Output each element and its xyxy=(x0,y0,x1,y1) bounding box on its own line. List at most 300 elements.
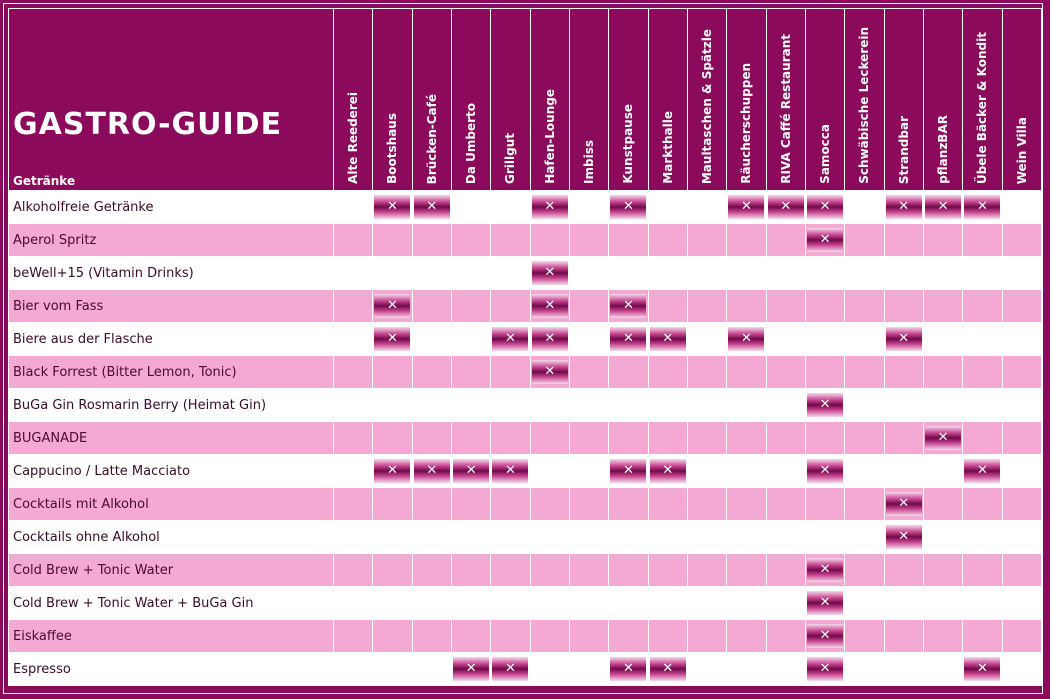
table-cell xyxy=(648,422,687,455)
column-header-label: Kunstpause xyxy=(621,104,636,184)
table-cell xyxy=(766,389,805,422)
table-cell xyxy=(530,587,569,620)
check-mark-icon: ✕ xyxy=(807,459,843,483)
table-cell xyxy=(766,422,805,455)
table-cell xyxy=(845,488,884,521)
table-cell xyxy=(334,653,373,686)
table-cell xyxy=(923,356,962,389)
table-cell xyxy=(609,224,648,257)
table-cell xyxy=(963,488,1002,521)
table-cell xyxy=(727,488,766,521)
row-label: Espresso xyxy=(9,653,334,686)
check-mark-icon: ✕ xyxy=(886,492,922,516)
row-label: Cocktails mit Alkohol xyxy=(9,488,334,521)
check-mark-icon: ✕ xyxy=(374,459,410,483)
table-row xyxy=(9,191,1042,224)
row-label: Black Forrest (Bitter Lemon, Tonic) xyxy=(9,356,334,389)
check-mark-icon: ✕ xyxy=(610,459,646,483)
table-cell xyxy=(530,356,569,389)
table-cell xyxy=(845,653,884,686)
table-cell xyxy=(648,323,687,356)
table-cell xyxy=(963,554,1002,587)
table-cell xyxy=(451,653,490,686)
table-cell xyxy=(530,455,569,488)
table-cell xyxy=(1002,191,1041,224)
table-cell xyxy=(923,224,962,257)
column-header xyxy=(923,9,962,191)
row-label: Cappucino / Latte Macciato xyxy=(9,455,334,488)
table-cell xyxy=(727,257,766,290)
table-cell xyxy=(923,653,962,686)
check-mark-icon: ✕ xyxy=(453,459,489,483)
table-body xyxy=(9,191,1042,686)
check-mark-icon: ✕ xyxy=(807,228,843,252)
table-cell xyxy=(648,455,687,488)
table-cell xyxy=(648,488,687,521)
table-cell xyxy=(687,620,726,653)
table-cell xyxy=(884,290,923,323)
table-cell xyxy=(805,521,844,554)
table-cell xyxy=(569,422,608,455)
table-cell xyxy=(373,488,412,521)
table-cell xyxy=(727,290,766,323)
table-cell xyxy=(530,422,569,455)
column-header xyxy=(334,9,373,191)
table-cell xyxy=(373,191,412,224)
check-mark-icon: ✕ xyxy=(964,459,1000,483)
table-cell xyxy=(766,191,805,224)
table-cell xyxy=(648,224,687,257)
table-cell xyxy=(845,587,884,620)
table-cell xyxy=(1002,290,1041,323)
check-mark-icon: ✕ xyxy=(610,294,646,318)
table-cell xyxy=(491,455,530,488)
table-cell xyxy=(373,587,412,620)
table-cell xyxy=(491,191,530,224)
column-header xyxy=(491,9,530,191)
table-cell xyxy=(923,488,962,521)
table-cell xyxy=(805,191,844,224)
table-cell xyxy=(609,191,648,224)
table-row xyxy=(9,422,1042,455)
column-header xyxy=(609,9,648,191)
table-cell xyxy=(1002,455,1041,488)
table-cell xyxy=(609,620,648,653)
table-cell xyxy=(569,224,608,257)
table-cell xyxy=(963,290,1002,323)
column-header xyxy=(648,9,687,191)
check-mark-icon: ✕ xyxy=(532,195,568,219)
table-cell xyxy=(569,620,608,653)
table-cell xyxy=(530,290,569,323)
table-cell xyxy=(1002,389,1041,422)
check-mark-icon: ✕ xyxy=(925,426,961,450)
table-cell xyxy=(845,323,884,356)
check-mark-icon: ✕ xyxy=(925,195,961,219)
table-cell xyxy=(687,587,726,620)
table-cell xyxy=(451,356,490,389)
table-cell xyxy=(687,455,726,488)
table-cell xyxy=(805,653,844,686)
table-cell xyxy=(334,191,373,224)
table-cell xyxy=(334,554,373,587)
column-header-label: Imbiss xyxy=(582,140,597,184)
table-cell xyxy=(648,191,687,224)
table-cell xyxy=(491,521,530,554)
check-mark-icon: ✕ xyxy=(728,327,764,351)
column-header-label: Bootshaus xyxy=(385,113,400,184)
table-cell xyxy=(412,488,451,521)
table-cell xyxy=(805,587,844,620)
table-row xyxy=(9,653,1042,686)
table-cell xyxy=(727,323,766,356)
table-cell xyxy=(412,191,451,224)
table-cell xyxy=(963,422,1002,455)
table-cell xyxy=(373,521,412,554)
column-header-label: Hafen-Lounge xyxy=(542,89,557,184)
table-cell xyxy=(530,191,569,224)
header-row xyxy=(9,9,1042,191)
table-cell xyxy=(845,290,884,323)
table-cell xyxy=(530,554,569,587)
table-cell xyxy=(845,389,884,422)
table-cell xyxy=(334,356,373,389)
table-cell xyxy=(727,587,766,620)
table-cell xyxy=(687,488,726,521)
table-cell xyxy=(766,323,805,356)
column-header xyxy=(1002,9,1041,191)
table-cell xyxy=(963,323,1002,356)
column-header-label: Da Umberto xyxy=(464,102,479,184)
table-cell xyxy=(373,554,412,587)
table-cell xyxy=(884,323,923,356)
table-cell xyxy=(412,521,451,554)
table-cell xyxy=(373,653,412,686)
table-cell xyxy=(1002,422,1041,455)
table-cell xyxy=(845,224,884,257)
table-cell xyxy=(334,587,373,620)
column-header xyxy=(845,9,884,191)
table-cell xyxy=(648,653,687,686)
table-cell xyxy=(963,653,1002,686)
row-label: Eiskaffee xyxy=(9,620,334,653)
table-cell xyxy=(963,257,1002,290)
table-cell xyxy=(609,554,648,587)
table-cell xyxy=(805,620,844,653)
table-cell xyxy=(334,389,373,422)
table-cell xyxy=(569,521,608,554)
check-mark-icon: ✕ xyxy=(650,657,686,681)
table-cell xyxy=(884,653,923,686)
table-cell xyxy=(491,356,530,389)
table-cell xyxy=(1002,224,1041,257)
column-header xyxy=(963,9,1002,191)
table-row xyxy=(9,290,1042,323)
table-cell xyxy=(884,224,923,257)
table-cell xyxy=(963,455,1002,488)
table-cell xyxy=(687,389,726,422)
column-header-label: Räucherschuppen xyxy=(739,63,754,184)
table-cell xyxy=(530,620,569,653)
table-row xyxy=(9,257,1042,290)
table-cell xyxy=(491,587,530,620)
table-cell xyxy=(963,620,1002,653)
table-cell xyxy=(766,554,805,587)
table-cell xyxy=(569,389,608,422)
table-cell xyxy=(766,224,805,257)
table-row xyxy=(9,554,1042,587)
table-cell xyxy=(451,488,490,521)
table-cell xyxy=(648,290,687,323)
check-mark-icon: ✕ xyxy=(610,195,646,219)
table-cell xyxy=(569,356,608,389)
table-row xyxy=(9,356,1042,389)
table-cell xyxy=(569,290,608,323)
column-header xyxy=(412,9,451,191)
check-mark-icon: ✕ xyxy=(650,327,686,351)
table-cell xyxy=(373,422,412,455)
check-mark-icon: ✕ xyxy=(610,657,646,681)
table-cell xyxy=(766,455,805,488)
table-cell xyxy=(845,521,884,554)
check-mark-icon: ✕ xyxy=(807,591,843,615)
check-mark-icon: ✕ xyxy=(492,657,528,681)
table-cell xyxy=(845,257,884,290)
table-cell xyxy=(727,224,766,257)
table-cell xyxy=(412,323,451,356)
table-cell xyxy=(530,521,569,554)
table-cell xyxy=(530,224,569,257)
check-mark-icon: ✕ xyxy=(807,558,843,582)
check-mark-icon: ✕ xyxy=(768,195,804,219)
table-cell xyxy=(805,290,844,323)
table-cell xyxy=(334,422,373,455)
table-cell xyxy=(687,653,726,686)
check-mark-icon: ✕ xyxy=(964,657,1000,681)
table-cell xyxy=(530,257,569,290)
table-cell xyxy=(609,653,648,686)
table-cell xyxy=(609,257,648,290)
column-header-label: Übele Bäcker & Kondit xyxy=(975,31,990,184)
table-cell xyxy=(373,290,412,323)
table-cell xyxy=(727,653,766,686)
table-cell xyxy=(727,455,766,488)
table-row xyxy=(9,488,1042,521)
table-cell xyxy=(884,587,923,620)
table-cell xyxy=(609,290,648,323)
check-mark-icon: ✕ xyxy=(807,624,843,648)
table-cell xyxy=(805,488,844,521)
table-cell xyxy=(373,356,412,389)
table-cell xyxy=(569,488,608,521)
table-cell xyxy=(805,389,844,422)
row-label: Biere aus der Flasche xyxy=(9,323,334,356)
table-cell xyxy=(727,389,766,422)
table-cell xyxy=(687,224,726,257)
table-cell xyxy=(491,554,530,587)
column-header-label: Strandbar xyxy=(896,115,911,184)
check-mark-icon: ✕ xyxy=(532,294,568,318)
table-cell xyxy=(766,290,805,323)
column-header-label: Markthalle xyxy=(660,111,675,184)
row-label: BuGa Gin Rosmarin Berry (Heimat Gin) xyxy=(9,389,334,422)
table-cell xyxy=(412,455,451,488)
table-cell xyxy=(334,257,373,290)
table-cell xyxy=(687,554,726,587)
table-cell xyxy=(884,356,923,389)
check-mark-icon: ✕ xyxy=(532,327,568,351)
table-row xyxy=(9,587,1042,620)
table-cell xyxy=(1002,257,1041,290)
table-cell xyxy=(805,356,844,389)
table-cell xyxy=(648,554,687,587)
table-cell xyxy=(884,554,923,587)
table-cell xyxy=(884,422,923,455)
table-cell xyxy=(569,191,608,224)
check-mark-icon: ✕ xyxy=(886,195,922,219)
table-cell xyxy=(923,587,962,620)
table-cell xyxy=(334,521,373,554)
table-cell xyxy=(1002,587,1041,620)
table-cell xyxy=(491,290,530,323)
check-mark-icon: ✕ xyxy=(532,360,568,384)
table-cell xyxy=(884,389,923,422)
table-cell xyxy=(412,290,451,323)
table-cell xyxy=(687,356,726,389)
row-label: Bier vom Fass xyxy=(9,290,334,323)
table-cell xyxy=(491,653,530,686)
table-cell xyxy=(530,488,569,521)
table-cell xyxy=(727,554,766,587)
table-cell xyxy=(805,554,844,587)
table-cell xyxy=(845,620,884,653)
table-cell xyxy=(727,191,766,224)
row-label: beWell+15 (Vitamin Drinks) xyxy=(9,257,334,290)
table-cell xyxy=(609,587,648,620)
row-label: Aperol Spritz xyxy=(9,224,334,257)
check-mark-icon: ✕ xyxy=(610,327,646,351)
table-cell xyxy=(412,587,451,620)
table-cell xyxy=(609,521,648,554)
row-label: Cold Brew + Tonic Water + BuGa Gin xyxy=(9,587,334,620)
column-header xyxy=(530,9,569,191)
table-cell xyxy=(727,521,766,554)
check-mark-icon: ✕ xyxy=(374,195,410,219)
table-cell xyxy=(884,455,923,488)
check-mark-icon: ✕ xyxy=(374,327,410,351)
table-cell xyxy=(491,488,530,521)
table-cell xyxy=(648,389,687,422)
column-header xyxy=(687,9,726,191)
table-cell xyxy=(845,356,884,389)
table-cell xyxy=(451,224,490,257)
table-cell xyxy=(609,323,648,356)
check-mark-icon: ✕ xyxy=(532,261,568,285)
table-cell xyxy=(963,587,1002,620)
check-mark-icon: ✕ xyxy=(807,657,843,681)
table-cell xyxy=(687,257,726,290)
check-mark-icon: ✕ xyxy=(453,657,489,681)
table-cell xyxy=(373,455,412,488)
table-cell xyxy=(412,653,451,686)
table-cell xyxy=(609,488,648,521)
check-mark-icon: ✕ xyxy=(964,195,1000,219)
column-header-label: Wein Villa xyxy=(1014,116,1029,184)
table-cell xyxy=(451,290,490,323)
table-cell xyxy=(569,323,608,356)
table-cell xyxy=(766,257,805,290)
table-cell xyxy=(412,422,451,455)
table-row xyxy=(9,389,1042,422)
table-cell xyxy=(1002,554,1041,587)
table-cell xyxy=(687,323,726,356)
table-cell xyxy=(884,488,923,521)
table-cell xyxy=(884,620,923,653)
check-mark-icon: ✕ xyxy=(492,459,528,483)
table-cell xyxy=(451,389,490,422)
table-cell xyxy=(491,620,530,653)
table-row xyxy=(9,323,1042,356)
table-cell xyxy=(412,224,451,257)
column-header xyxy=(805,9,844,191)
table-cell xyxy=(648,620,687,653)
table-cell xyxy=(963,389,1002,422)
table-cell xyxy=(569,455,608,488)
column-header xyxy=(569,9,608,191)
table-cell xyxy=(923,554,962,587)
table-cell xyxy=(766,620,805,653)
column-header xyxy=(766,9,805,191)
column-header xyxy=(451,9,490,191)
column-header-label: Brücken-Café xyxy=(424,93,439,184)
table-cell xyxy=(569,554,608,587)
row-label: BUGANADE xyxy=(9,422,334,455)
check-mark-icon: ✕ xyxy=(650,459,686,483)
table-cell xyxy=(1002,653,1041,686)
table-cell xyxy=(569,653,608,686)
column-header-label: Grillgut xyxy=(503,133,518,184)
header-corner xyxy=(9,9,334,191)
column-header-label: Maultaschen & Spätzle xyxy=(700,28,715,184)
check-mark-icon: ✕ xyxy=(728,195,764,219)
table-cell xyxy=(1002,620,1041,653)
table-cell xyxy=(805,257,844,290)
table-cell xyxy=(727,620,766,653)
table-cell xyxy=(491,323,530,356)
table-cell xyxy=(373,323,412,356)
table-cell xyxy=(373,224,412,257)
table-cell xyxy=(687,191,726,224)
table-cell xyxy=(963,224,1002,257)
table-cell xyxy=(569,587,608,620)
check-mark-icon: ✕ xyxy=(414,459,450,483)
table-cell xyxy=(609,389,648,422)
row-label: Cocktails ohne Alkohol xyxy=(9,521,334,554)
table-cell xyxy=(845,422,884,455)
check-mark-icon: ✕ xyxy=(414,195,450,219)
table-cell xyxy=(963,521,1002,554)
table-cell xyxy=(648,257,687,290)
table-cell xyxy=(451,554,490,587)
table-cell xyxy=(334,290,373,323)
table-cell xyxy=(451,587,490,620)
column-header xyxy=(727,9,766,191)
table-cell xyxy=(334,224,373,257)
table-cell xyxy=(766,488,805,521)
table-cell xyxy=(1002,323,1041,356)
check-mark-icon: ✕ xyxy=(807,393,843,417)
check-mark-icon: ✕ xyxy=(374,294,410,318)
